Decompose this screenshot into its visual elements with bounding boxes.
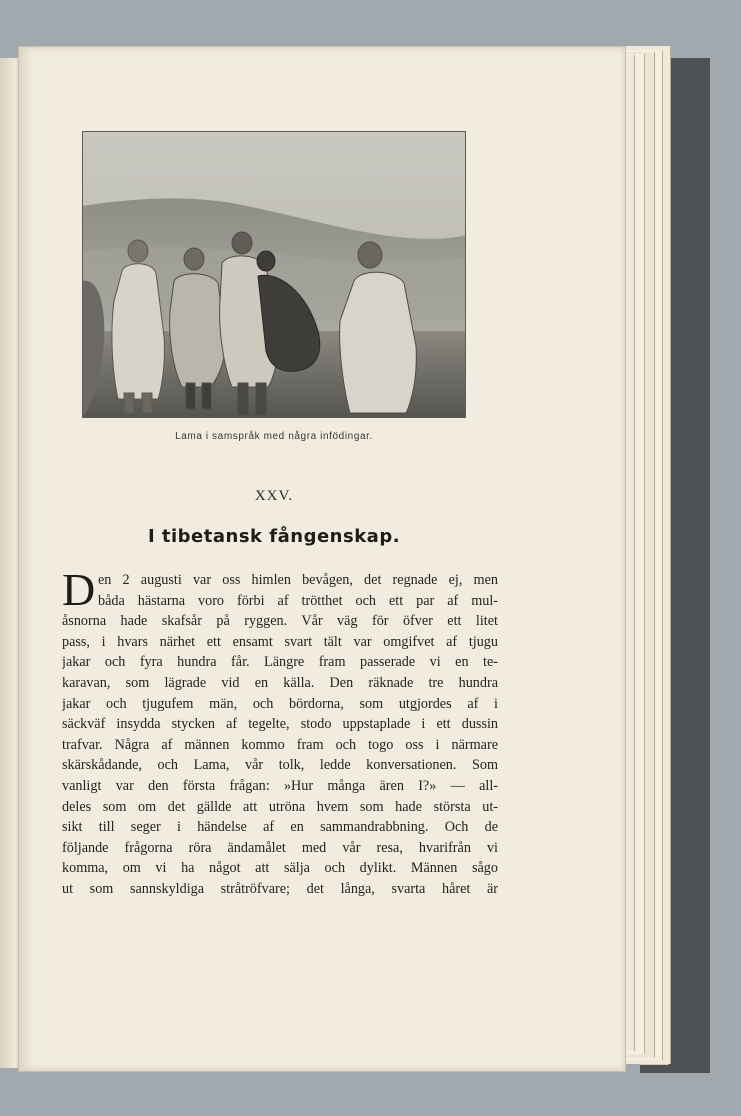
chapter-title: I tibetansk fångenskap. xyxy=(147,526,401,547)
text-line: pass, i hvars närhet ett ensamt svart tält var omgifvet af tjugu xyxy=(62,633,498,650)
text-line: skärskådande, och Lama, vår tolk, ledde konversationen. Som xyxy=(62,757,498,774)
text-line: trafvar. Några af männen kommo fram och togo oss i närmare xyxy=(62,736,498,753)
photo-caption: Lama i samspråk med några infödingar. xyxy=(175,431,373,442)
text-line: jakar och fyra hundra får. Längre fram passerade vi en te- xyxy=(62,654,498,671)
drop-cap: D xyxy=(62,564,96,615)
text-line: deles som om det gällde att utröna hvem som hade största ut- xyxy=(62,798,498,815)
text-line: komma, om vi ha något att sälja och dylikt. Männen sågo xyxy=(62,860,498,877)
text-line: ut som sannskyldiga stråtröfvare; det långa, svarta håret är xyxy=(62,880,498,897)
text-line: jakar och tjugufem män, och bördorna, som utgjordes af i xyxy=(62,695,498,712)
photograph xyxy=(82,131,466,418)
text-line: karavan, som lägrade vid en källa. Den räknade tre hundra xyxy=(62,674,498,691)
text-line: sikt till seger i händelse af en sammandrabbning. Och de xyxy=(62,819,498,836)
text-line: vanligt var den första frågan: »Hur många ären I?» — all- xyxy=(62,777,498,794)
body-text xyxy=(62,570,498,900)
text-line: åsnorna hade skafsår på ryggen. Vår väg för öfver ett litet xyxy=(62,613,498,630)
text-line: en 2 augusti var oss himlen bevågen, det regnade ej, men xyxy=(98,572,498,588)
text-line: säckväf insydda stycken af tegelte, stodo uppstaplade i ett dussin xyxy=(62,716,498,733)
chapter-number: XXV. xyxy=(254,488,294,504)
text-line: följande frågorna röra ändamålet med vår resa, hvarifrån vi xyxy=(62,839,498,856)
text-line: båda hästarna voro förbi af trötthet och ett par af mul- xyxy=(98,592,498,609)
photo-illustration xyxy=(82,131,466,418)
